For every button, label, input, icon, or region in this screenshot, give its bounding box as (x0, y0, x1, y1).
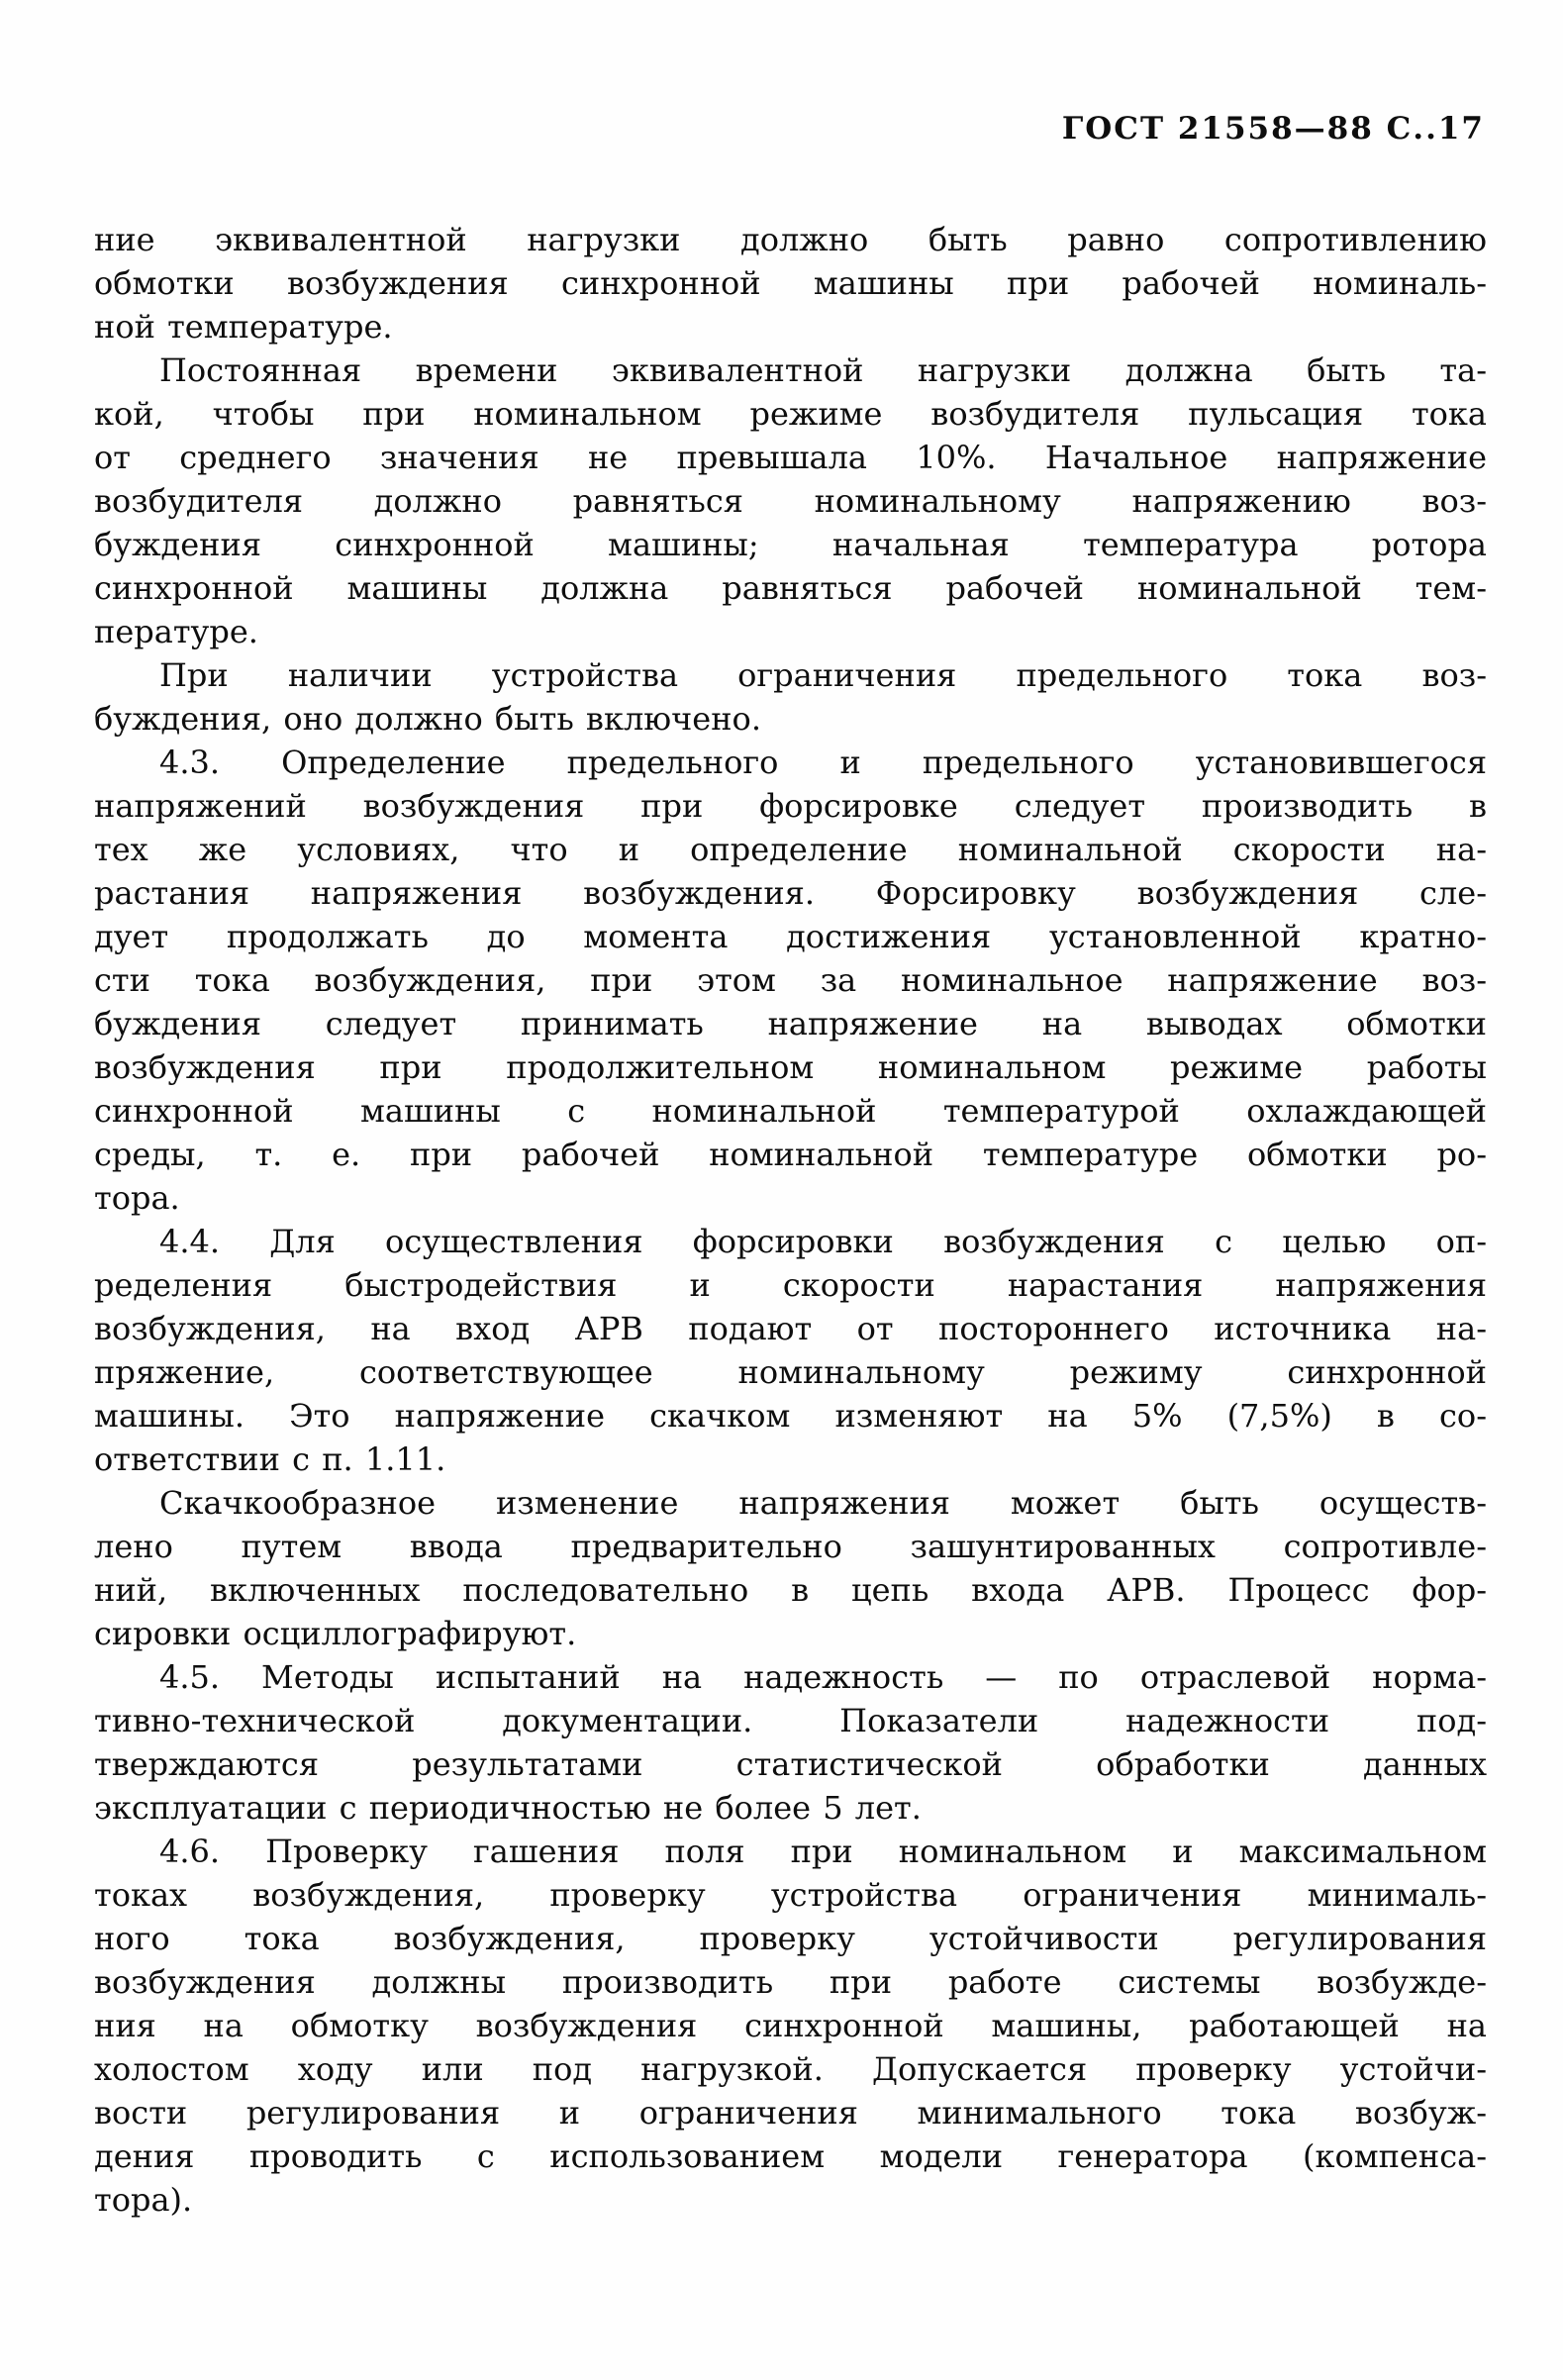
paragraph (94, 741, 1487, 1220)
text-line: 4.5. Методы испытаний на надежность — по отраслевой норма- (159, 1658, 1487, 1696)
text-line: тверждаются результатами статистической обработки данных (94, 1745, 1487, 1783)
paragraph (94, 1481, 1487, 1655)
text-line: вости регулирования и ограничения минимального тока возбуж- (94, 2094, 1487, 2132)
text-line: ной температуре. (94, 308, 393, 346)
text-line: возбуждения при продолжительном номинальном режиме работы (94, 1048, 1487, 1086)
text-line: синхронной машины с номинальной температурой охлаждающей (94, 1092, 1487, 1130)
paragraph (94, 1655, 1487, 1830)
text-line: дует продолжать до момента достижения установленной кратно- (94, 918, 1487, 955)
text-line: от среднего значения не превышала 10%. Начальное напряжение (94, 439, 1487, 476)
text-line: ние эквивалентной нагрузки должно быть равно сопротивлению (94, 221, 1487, 258)
text-line: эксплуатации с периодичностью не более 5 лет. (94, 1789, 922, 1827)
text-line: тивно-технической документации. Показатели надежности под- (94, 1702, 1487, 1739)
text-line: тора). (94, 2181, 193, 2219)
text-line: машины. Это напряжение скачком изменяют на 5% (7,5%) в со- (94, 1397, 1487, 1435)
text-line: сти тока возбуждения, при этом за номинальное напряжение воз- (94, 961, 1487, 999)
paragraph (94, 1830, 1487, 2222)
text-line: ния на обмотку возбуждения синхронной машины, работающей на (94, 2007, 1487, 2044)
text-line: дения проводить с использованием модели генератора (компенса- (94, 2137, 1487, 2175)
text-line: возбудителя должно равняться номинальному напряжению воз- (94, 482, 1487, 520)
text-line: токах возбуждения, проверку устройства ограничения минималь- (94, 1876, 1487, 1914)
paragraph (94, 1220, 1487, 1481)
text-line: лено путем ввода предварительно зашунтированных сопротивле- (94, 1528, 1487, 1565)
text-line: растания напряжения возбуждения. Форсировку возбуждения сле- (94, 874, 1487, 912)
text-line: возбуждения должны производить при работе системы возбужде- (94, 1963, 1487, 2001)
text-line: возбуждения, на вход АРВ подают от постороннего источника на- (94, 1310, 1487, 1347)
text-line: обмотки возбуждения синхронной машины при рабочей номиналь- (94, 264, 1487, 302)
text-line: холостом ходу или под нагрузкой. Допускается проверку устойчи- (94, 2050, 1487, 2088)
text-line: ний, включенных последовательно в цепь входа АРВ. Процесс фор- (94, 1571, 1487, 1609)
text-line: 4.4. Для осуществления форсировки возбуждения с целью оп- (159, 1223, 1487, 1260)
text-line: буждения следует принимать напряжение на выводах обмотки (94, 1005, 1487, 1042)
text-line: буждения синхронной машины; начальная температура ротора (94, 526, 1487, 563)
text-line: ределения быстродействия и скорости нарастания напряжения (94, 1266, 1487, 1304)
text-line: 4.3. Определение предельного и предельного установившегося (159, 744, 1487, 781)
text-line: кой, чтобы при номинальном режиме возбудителя пульсация тока (94, 395, 1487, 433)
text-line: сировки осциллографируют. (94, 1615, 577, 1652)
page-header (94, 111, 1485, 147)
gost-number-and-page: ГОСТ 21558—88 С..17 (1061, 111, 1485, 147)
text-line: При наличии устройства ограничения предельного тока воз- (159, 656, 1487, 694)
text-line: среды, т. е. при рабочей номинальной температуре обмотки ро- (94, 1136, 1487, 1173)
text-line: Постоянная времени эквивалентной нагрузки должна быть та- (159, 351, 1487, 389)
text-line: напряжений возбуждения при форсировке следует производить в (94, 787, 1487, 825)
text-line: 4.6. Проверку гашения поля при номинальном и максимальном (159, 1833, 1487, 1870)
document-body (94, 218, 1487, 2222)
paragraph (94, 218, 1487, 348)
text-line: тора. (94, 1179, 180, 1217)
text-line: пряжение, соответствующее номинальному режиму синхронной (94, 1353, 1487, 1391)
text-line: ответствии с п. 1.11. (94, 1440, 446, 1478)
text-line: ного тока возбуждения, проверку устойчивости регулирования (94, 1920, 1487, 1957)
text-line: буждения, оно должно быть включено. (94, 700, 761, 738)
text-line: синхронной машины должна равняться рабочей номинальной тем- (94, 569, 1487, 607)
text-line: пературе. (94, 613, 258, 650)
paragraph (94, 348, 1487, 653)
text-line: тех же условиях, что и определение номинальной скорости на- (94, 831, 1487, 868)
paragraph (94, 653, 1487, 741)
text-line: Скачкообразное изменение напряжения может быть осуществ- (159, 1484, 1487, 1522)
